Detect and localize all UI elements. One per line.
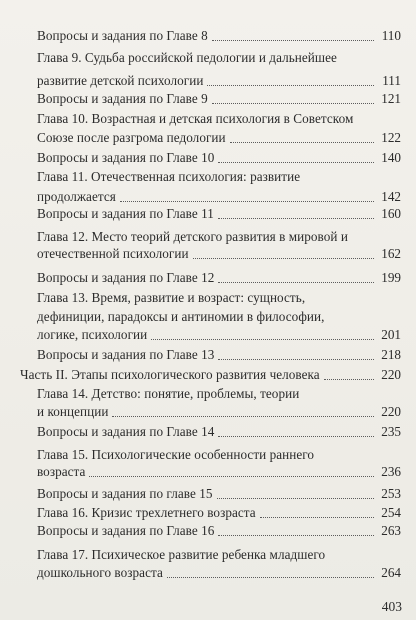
dot-leader [167, 577, 374, 578]
toc-page-number: 122 [381, 130, 401, 145]
toc-page-number: 263 [381, 523, 401, 538]
toc-entry-text: Глава 12. Место теорий детского развития в мировой и [37, 229, 348, 244]
toc-page-number: 111 [382, 73, 401, 88]
dot-leader [218, 535, 374, 536]
toc-entry-text: Часть II. Этапы психологического развития человека [20, 367, 320, 382]
dot-leader [112, 416, 374, 417]
dot-leader [207, 85, 374, 86]
toc-page-number: 142 [381, 189, 401, 204]
toc-page-number: 201 [381, 327, 401, 342]
dot-leader [218, 282, 374, 283]
toc-entry-text: Вопросы и задания по Главе 12 [37, 270, 215, 285]
toc-entry-text: Вопросы и задания по Главе 14 [37, 424, 215, 439]
toc-entry-text: Вопросы и задания по Главе 16 [37, 523, 215, 538]
toc-entry-text: Вопросы и задания по Главе 11 [37, 206, 214, 221]
toc-page-number: 218 [381, 347, 401, 362]
toc-entry-text: логике, психологии [37, 327, 148, 342]
toc-page-number: 160 [381, 206, 401, 221]
dot-leader [193, 258, 374, 259]
dot-leader [151, 339, 374, 340]
toc-entry-text: Вопросы и задания по Главе 8 [37, 28, 208, 43]
dot-leader [324, 379, 374, 380]
toc-page-number: 140 [381, 150, 401, 165]
toc-entry-text: Глава 15. Психологические особенности раннего [37, 447, 315, 462]
toc-entry-text: продолжается [37, 189, 116, 204]
dot-leader [218, 218, 374, 219]
dot-leader [217, 498, 374, 499]
toc-entry-text: Вопросы и задания по Главе 13 [37, 347, 215, 362]
page-number: 403 [381, 599, 402, 614]
toc-entry-text: Глава 16. Кризис трехлетнего возраста [37, 505, 256, 520]
toc-page-number: 162 [381, 246, 401, 261]
toc-entry-text: Глава 17. Психическое развитие ребенка младшего [37, 547, 326, 562]
dot-leader [120, 201, 374, 202]
toc-page-number: 110 [381, 28, 401, 43]
toc-entry-text: Глава 14. Детство: понятие, проблемы, теории [37, 386, 300, 401]
toc-page-number: 264 [381, 565, 401, 580]
toc-page-number: 235 [381, 424, 401, 439]
toc-entry-text: Глава 10. Возрастная и детская психология в Советском [37, 111, 354, 126]
toc-page-number: 220 [381, 404, 401, 419]
toc-entry-text: Вопросы и задания по Главе 10 [37, 150, 215, 165]
toc-entry-text: возраста [37, 464, 86, 479]
toc-page-number: 236 [381, 464, 401, 479]
toc-entry-text: Союзе после разгрома педологии [37, 130, 226, 145]
toc-entry-text: Вопросы и задания по главе 15 [37, 486, 213, 501]
dot-leader [218, 162, 374, 163]
toc-page-number: 199 [381, 270, 401, 285]
toc-entry-text: дефиниции, парадоксы и антиномии в философии, [37, 309, 325, 324]
toc-page-number: 254 [381, 505, 401, 520]
toc-entry-text: Вопросы и задания по Главе 9 [37, 91, 208, 106]
dot-leader [212, 40, 374, 41]
dot-leader [230, 142, 374, 143]
dot-leader [218, 359, 374, 360]
dot-leader [89, 476, 374, 477]
dot-leader [218, 436, 374, 437]
toc-entry-text: Глава 13. Время, развитие и возраст: сущность, [37, 290, 306, 305]
toc-page-number: 220 [381, 367, 401, 382]
dot-leader [212, 103, 374, 104]
toc-entry-text: и концепции [37, 404, 109, 419]
toc-entry-text: Глава 11. Отечественная психология: развитие [37, 169, 301, 184]
toc-entry-text: дошкольного возраста [37, 565, 163, 580]
dot-leader [260, 517, 374, 518]
toc-page-number: 253 [381, 486, 401, 501]
toc-entry-text: развитие детской психологии [37, 73, 204, 88]
toc-entry-text: отечественной психологии [37, 246, 189, 261]
toc-page-number: 121 [381, 91, 401, 106]
toc-entry-text: Глава 9. Судьба российской педологии и дальнейшее [37, 50, 337, 65]
